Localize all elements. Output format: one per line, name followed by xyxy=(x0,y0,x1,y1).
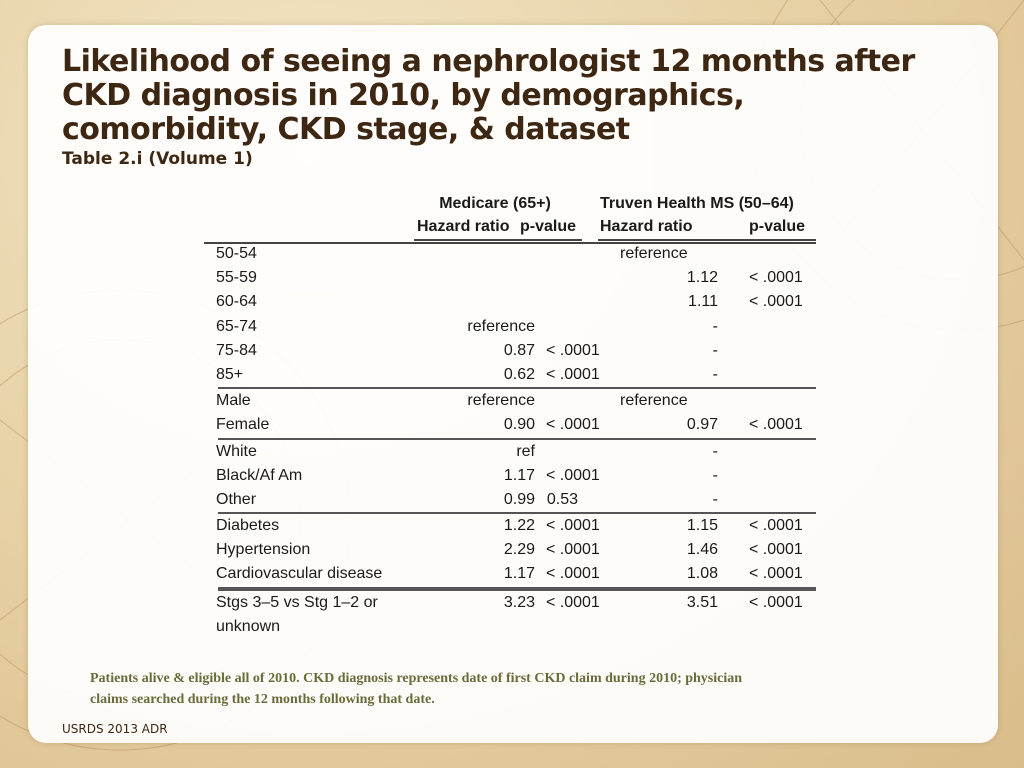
table-row xyxy=(204,242,816,266)
table-row xyxy=(204,290,816,314)
col-header-p-value-truven: p-value xyxy=(749,218,806,235)
col-header-hazard-ratio-medicare: Hazard ratio xyxy=(417,218,510,235)
truven-hazard-ratio: 1.11 xyxy=(688,293,718,311)
truven-hazard-ratio: 1.08 xyxy=(686,565,718,583)
medicare-hazard-ratio: reference xyxy=(467,392,535,410)
medicare-p-value: < .0001 xyxy=(546,593,600,611)
table-row xyxy=(204,363,816,387)
header-underline-medicare xyxy=(414,239,582,241)
row-label: Other xyxy=(216,490,257,508)
medicare-hazard-ratio: 3.23 xyxy=(503,593,535,611)
truven-hazard-ratio: - xyxy=(712,442,718,460)
row-label: Hypertension xyxy=(216,541,311,559)
truven-hazard-ratio: - xyxy=(712,490,718,508)
table-row xyxy=(204,440,816,464)
group-header-truven: Truven Health MS (50–64) xyxy=(600,195,794,212)
truven-hazard-ratio: 3.51 xyxy=(686,593,718,611)
slide-title: Likelihood of seeing a nephrologist 12 months after CKD diagnosis in 2010, by demographics, comorbidity, CKD stage, & dataset xyxy=(62,44,915,147)
table-row xyxy=(204,413,816,437)
truven-p-value: < .0001 xyxy=(749,593,803,611)
truven-p-value: < .0001 xyxy=(749,293,803,311)
medicare-p-value: < .0001 xyxy=(546,565,600,583)
truven-p-value: < .0001 xyxy=(749,269,803,287)
medicare-hazard-ratio: 0.87 xyxy=(503,341,535,359)
row-label: Black/Af Am xyxy=(216,466,303,484)
header-underline-truven xyxy=(598,239,816,241)
truven-hazard-ratio: 1.12 xyxy=(686,269,718,287)
col-header-hazard-ratio-truven: Hazard ratio xyxy=(600,218,693,235)
truven-hazard-ratio: reference xyxy=(620,245,688,262)
medicare-p-value: < .0001 xyxy=(546,341,600,359)
footnote: Patients alive & eligible all of 2010. CKD diagnosis represents date of first CKD claim during 2010; physician claims searched during the 12 months following that date. xyxy=(90,671,743,707)
medicare-hazard-ratio: 1.22 xyxy=(503,517,535,535)
row-label: 50-54 xyxy=(216,245,257,262)
table-row xyxy=(204,488,816,512)
medicare-p-value: < .0001 xyxy=(546,365,600,383)
medicare-hazard-ratio: 0.99 xyxy=(503,490,535,508)
medicare-hazard-ratio: ref xyxy=(516,442,535,460)
row-label: Male xyxy=(216,392,251,410)
row-label: White xyxy=(216,442,257,460)
truven-hazard-ratio: - xyxy=(712,466,718,484)
truven-hazard-ratio: reference xyxy=(620,392,688,410)
table-body xyxy=(204,242,816,641)
table-row xyxy=(204,389,816,413)
truven-p-value: < .0001 xyxy=(749,565,803,583)
medicare-p-value: < .0001 xyxy=(546,541,600,559)
truven-hazard-ratio: - xyxy=(712,341,718,359)
row-label: Female xyxy=(216,416,270,434)
medicare-hazard-ratio: 0.90 xyxy=(503,416,535,434)
truven-hazard-ratio: 0.97 xyxy=(686,416,718,434)
table-row xyxy=(204,266,816,290)
medicare-hazard-ratio: 1.17 xyxy=(503,466,535,484)
row-label: 55-59 xyxy=(216,269,257,287)
row-label: 75-84 xyxy=(216,341,257,359)
group-header-medicare: Medicare (65+) xyxy=(439,195,551,212)
medicare-hazard-ratio: 1.17 xyxy=(503,565,535,583)
medicare-p-value: < .0001 xyxy=(546,517,600,535)
row-label: Diabetes xyxy=(216,517,280,535)
table-row xyxy=(204,514,816,538)
slide-panel xyxy=(28,25,998,743)
row-label: 60-64 xyxy=(216,293,257,311)
medicare-hazard-ratio: 2.29 xyxy=(503,541,535,559)
slide-subtitle: Table 2.i (Volume 1) xyxy=(62,149,253,169)
truven-hazard-ratio: - xyxy=(712,365,718,383)
row-label: Cardiovascular disease xyxy=(216,565,383,583)
medicare-p-value: < .0001 xyxy=(546,466,600,484)
table-row xyxy=(204,538,816,562)
truven-hazard-ratio: - xyxy=(712,317,718,335)
truven-p-value: < .0001 xyxy=(749,416,803,434)
table-row xyxy=(204,562,816,586)
col-header-p-value-medicare: p-value xyxy=(520,218,577,235)
source-label: USRDS 2013 ADR xyxy=(62,722,168,736)
medicare-p-value: < .0001 xyxy=(546,416,600,434)
medicare-hazard-ratio: 0.62 xyxy=(503,365,535,383)
medicare-hazard-ratio: reference xyxy=(467,317,535,335)
truven-hazard-ratio: 1.46 xyxy=(686,541,718,559)
table-row xyxy=(204,339,816,363)
truven-p-value: < .0001 xyxy=(749,541,803,559)
row-label: Stgs 3–5 vs Stg 1–2 or unknown xyxy=(216,593,378,635)
row-label: 85+ xyxy=(216,365,244,383)
row-label: 65-74 xyxy=(216,317,257,335)
table-row xyxy=(204,315,816,339)
table-row xyxy=(204,591,816,641)
truven-p-value: < .0001 xyxy=(749,517,803,535)
truven-hazard-ratio: 1.15 xyxy=(686,517,718,535)
table-row xyxy=(204,464,816,488)
medicare-p-value: 0.53 xyxy=(546,490,578,508)
